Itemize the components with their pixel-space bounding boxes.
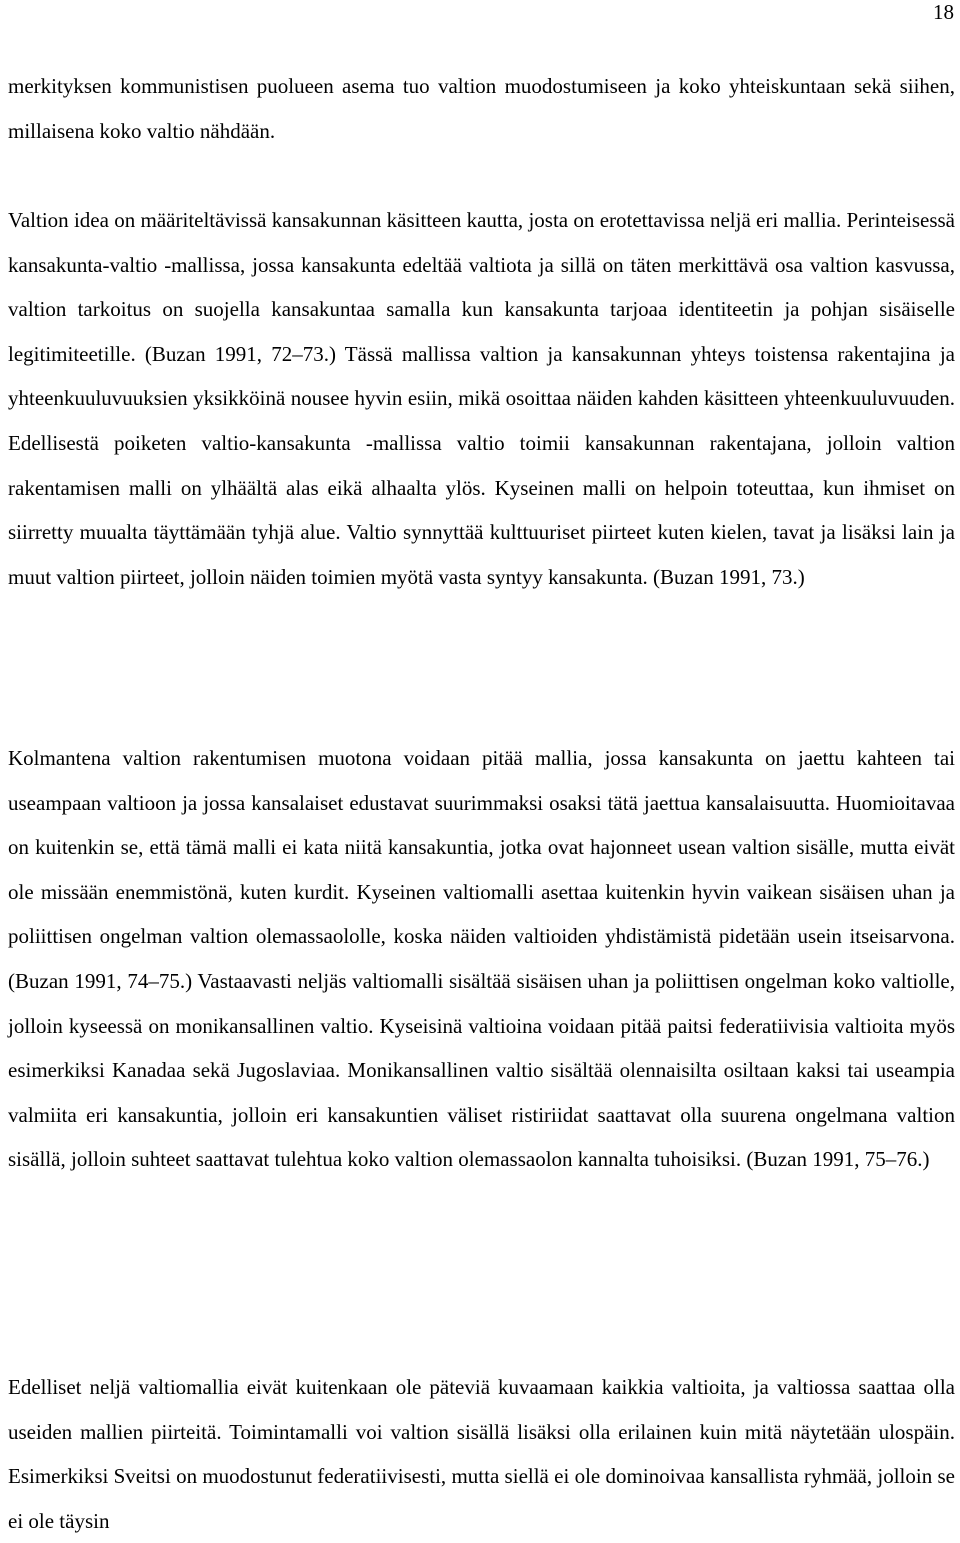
paragraph-1: merkityksen kommunistisen puolueen asema tuo valtion muodostumiseen ja koko yhteiskuntaan sekä siihen, millaisena koko valtio nähdään.: [8, 74, 955, 143]
page-number: 18: [933, 0, 954, 24]
paragraph-2: Valtion idea on määriteltävissä kansakunnan käsitteen kautta, josta on erotettavissa neljä eri mallia. Perinteisessä kansakunta-valtio -mallissa, jossa kansakunta edeltää valtiota ja sillä on täten merkittävä osa valtion kasvussa, valtion tarkoitus on suojella kansakuntaa samalla kun kansakunta tarjoaa identiteetin ja pohjan sisäiselle legitimiteetille. (Buzan 1991, 72–73.) Tässä mallissa valtion ja kansakunnan yhteys toistensa rakentajina ja yhteenkuuluvuuksien yksikköinä nousee hyvin esiin, mikä osoittaa näiden kahden käsitteen yhteenkuuluvuuden. Edellisestä poiketen valtio-kansakunta -mallissa valtio toimii kansakunnan rakentajana, jolloin valtion rakentamisen malli on ylhäältä alas eikä alhaalta ylös. Kyseinen malli on helpoin toteuttaa, kun ihmiset on siirretty muualta täyttämään tyhjä alue. Valtio synnyttää kulttuuriset piirteet kuten kielen, tavat ja lisäksi lain ja muut valtion piirteet, jolloin näiden toimien myötä vasta syntyy kansakunta. (Buzan 1991, 73.): [8, 208, 955, 589]
paragraph-4: Edelliset neljä valtiomallia eivät kuitenkaan ole päteviä kuvaamaan kaikkia valtioita, ja valtiossa saattaa olla useiden mallien piirteitä. Toimintamalli voi valtion sisällä lisäksi olla erilainen kuin mitä näytetään ulospäin. Esimerkiksi Sveitsi on muodostunut federatiivisesti, mutta siellä ei ole dominoivaa kansallista ryhmää, jolloin se ei ole täysin: [8, 1375, 955, 1533]
paragraph-3: Kolmantena valtion rakentumisen muotona voidaan pitää mallia, jossa kansakunta on jaettu kahteen tai useampaan valtioon ja jossa kansalaiset edustavat suurimmaksi osaksi tätä jaettua kansalaisuutta. Huomioitavaa on kuitenkin se, että tämä malli ei kata niitä kansakuntia, jotka ovat hajonneet usean valtion sisälle, mutta eivät ole missään enemmistönä, kuten kurdit. Kyseinen valtiomalli asettaa kuitenkin hyvin vaikean sisäisen uhan ja poliittisen ongelman valtion olemassaololle, koska näiden valtioiden yhdistämistä pidetään usein itseisarvona. (Buzan 1991, 74–75.) Vastaavasti neljäs valtiomalli sisältää sisäisen uhan ja poliittisen ongelman koko valtiolle, jolloin kyseessä on monikansallinen valtio. Kyseisinä valtioina voidaan pitää paitsi federatiivisia valtioita myös esimerkiksi Kanadaa sekä Jugoslaviaa. Monikansallinen valtio sisältää olennaisilta osiltaan kaksi tai useampia valmiita eri kansakuntia, jolloin eri kansakuntien väliset ristiriidat saattavat olla suurena ongelmana valtion sisällä, jolloin suhteet saattavat tulehtua koko valtion olemassaolon kannalta tuhoisiksi. (Buzan 1991, 75–76.): [8, 746, 955, 1172]
